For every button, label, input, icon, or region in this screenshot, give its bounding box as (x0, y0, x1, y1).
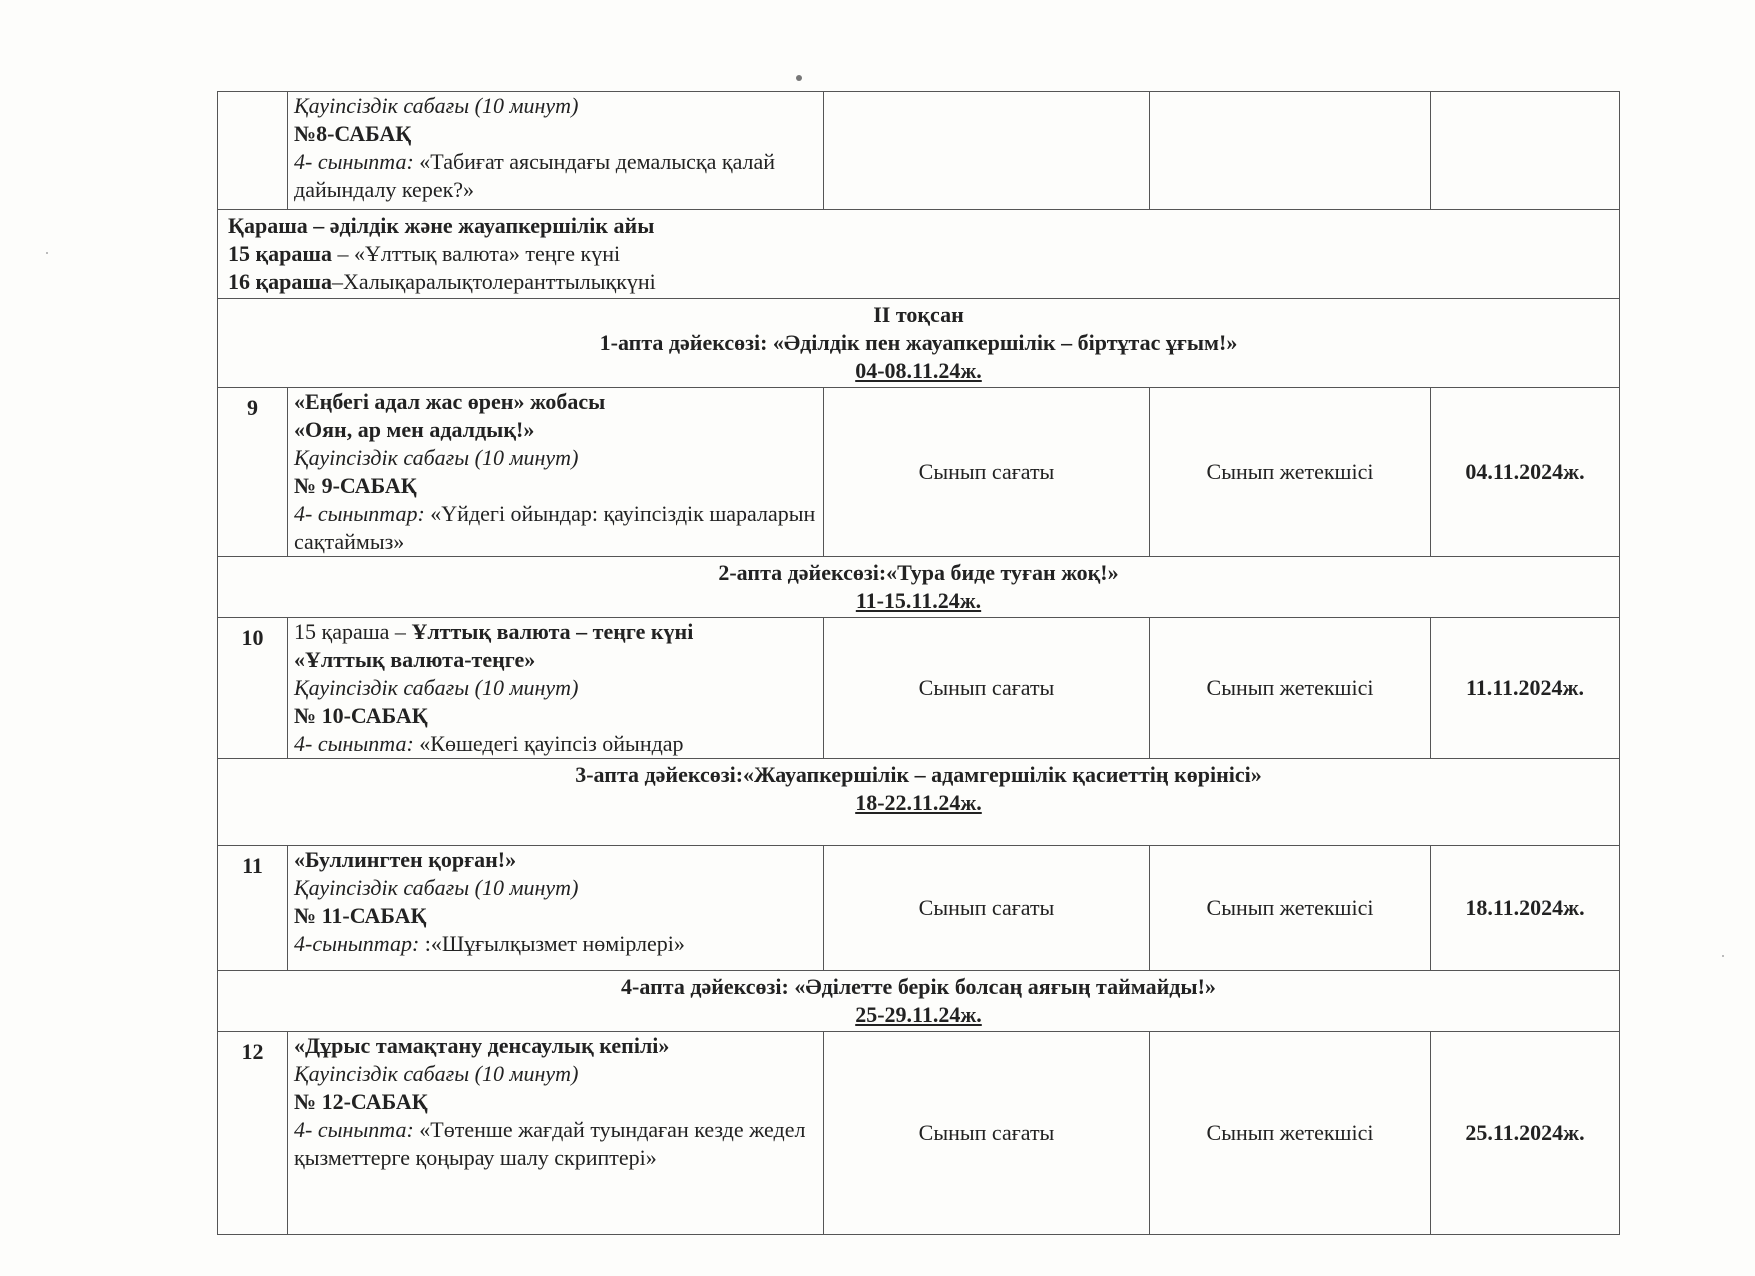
project-name: «Еңбегі адал жас өрен» жобасы (294, 389, 606, 414)
lesson-topic: «Көшедегі қауіпсіз ойындар (413, 731, 684, 756)
responsible-cell: Сынып жетекшісі (1150, 388, 1431, 557)
week-motto: 3-апта дәйексөзі:«Жауапкершілік – адамгершілік қасиеттің көрінісі» (575, 762, 1262, 787)
event-date: 15 қараша – (294, 619, 412, 644)
responsible-cell (1150, 92, 1431, 210)
date-cell: 25.11.2024ж. (1431, 1032, 1620, 1235)
safety-lesson-label: Қауіпсіздік сабағы (10 минут) (294, 675, 579, 700)
lesson-topic: «Үйдегі ойындар: қауіпсіздік шараларын сақтаймыз» (294, 501, 816, 554)
lesson-number: №8-САБАҚ (294, 121, 412, 146)
row-number: 10 (218, 618, 288, 759)
plan-table (217, 91, 1620, 1235)
month-row (218, 210, 1620, 299)
week-motto: 1-апта дәйексөзі: «Әділдік пен жауапкершілік – біртұтас ұғым!» (599, 330, 1238, 355)
date-cell: 11.11.2024ж. (1431, 618, 1620, 759)
month-theme: Қараша – әділдік және жауапкершілік айы (228, 213, 655, 238)
holiday-date: 15 қараша (228, 241, 332, 266)
quarter-title: II тоқсан (873, 302, 964, 327)
responsible-cell: Сынып жетекшісі (1150, 846, 1431, 971)
grade-label: 4- сыныпта: (294, 1117, 414, 1142)
event-cell (288, 846, 824, 971)
form-cell: Сынып сағаты (824, 388, 1150, 557)
row-number: 9 (218, 388, 288, 557)
safety-lesson-label: Қауіпсіздік сабағы (10 минут) (294, 875, 579, 900)
section-row (218, 759, 1620, 846)
week-dates: 04-08.11.24ж. (855, 358, 982, 383)
grade-label: 4- сыныпта: (294, 149, 414, 174)
event-cell (288, 92, 824, 210)
safety-lesson-label: Қауіпсіздік сабағы (10 минут) (294, 445, 579, 470)
lesson-number: № 10-САБАҚ (294, 703, 428, 728)
grade-label: 4-сыныптар: (294, 931, 420, 956)
event-title: «Дұрыс тамақтану денсаулық кепілі» (294, 1033, 670, 1058)
row-number: 12 (218, 1032, 288, 1235)
event-cell (288, 1032, 824, 1235)
date-cell: 04.11.2024ж. (1431, 388, 1620, 557)
event-cell (288, 618, 824, 759)
week-dates: 11-15.11.24ж. (855, 588, 982, 613)
event-cell (288, 388, 824, 557)
table-row (218, 92, 1620, 210)
table-row (218, 388, 1620, 557)
table-row (218, 1032, 1620, 1235)
responsible-cell: Сынып жетекшісі (1150, 1032, 1431, 1235)
form-cell: Сынып сағаты (824, 846, 1150, 971)
form-cell: Сынып сағаты (824, 1032, 1150, 1235)
week-dates: 18-22.11.24ж. (855, 790, 982, 815)
responsible-cell: Сынып жетекшісі (1150, 618, 1431, 759)
event-title: «Оян, ар мен адалдық!» (294, 417, 535, 442)
table-row (218, 618, 1620, 759)
grade-label: 4- сыныптар: (294, 501, 425, 526)
event-title: «Ұлттық валюта-теңге» (294, 647, 536, 672)
week-motto: 2-апта дәйексөзі:«Тура биде туған жоқ!» (718, 560, 1119, 585)
section-row (218, 299, 1620, 388)
holiday-date: 16 қараша (228, 269, 332, 294)
event-name: Ұлттық валюта – теңге күні (411, 619, 694, 644)
form-cell: Сынып сағаты (824, 618, 1150, 759)
scan-mark (796, 75, 802, 81)
month-cell (218, 210, 1620, 299)
lesson-number: № 12-САБАҚ (294, 1089, 428, 1114)
safety-lesson-label: Қауіпсіздік сабағы (10 минут) (294, 1061, 579, 1086)
holiday-name: –Халықаралықтолеранттылықкүні (331, 269, 656, 294)
scan-speck (1722, 955, 1724, 957)
row-number: 11 (218, 846, 288, 971)
lesson-number: № 11-САБАҚ (294, 903, 427, 928)
lesson-topic: :«Шұғылқызмет нөмірлері» (419, 931, 685, 956)
safety-lesson-label: Қауіпсіздік сабағы (10 минут) (294, 93, 579, 118)
section-row (218, 557, 1620, 618)
week-header (218, 971, 1620, 1032)
row-number-cell (218, 92, 288, 210)
holiday-name: – «Ұлттық валюта» теңге күні (331, 241, 621, 266)
week-dates: 25-29.11.24ж. (855, 1002, 982, 1027)
week-header (218, 759, 1620, 846)
scan-speck (46, 252, 48, 254)
date-cell: 18.11.2024ж. (1431, 846, 1620, 971)
week-motto: 4-апта дәйексөзі: «Әділетте берік болсаң аяғың таймайды!» (621, 974, 1216, 999)
grade-label: 4- сыныпта: (294, 731, 414, 756)
event-title: «Буллингтен қорған!» (294, 847, 517, 872)
lesson-topic: «Табиғат аясындағы демалысқа қалай дайындалу керек?» (294, 149, 776, 202)
week-header (218, 557, 1620, 618)
date-cell (1431, 92, 1620, 210)
quarter-header (218, 299, 1620, 388)
section-row (218, 971, 1620, 1032)
form-cell (824, 92, 1150, 210)
table-row (218, 846, 1620, 971)
lesson-topic: «Төтенше жағдай туындаған кезде жедел қызметтерге қоңырау шалу скриптері» (294, 1117, 806, 1170)
lesson-number: № 9-САБАҚ (294, 473, 417, 498)
